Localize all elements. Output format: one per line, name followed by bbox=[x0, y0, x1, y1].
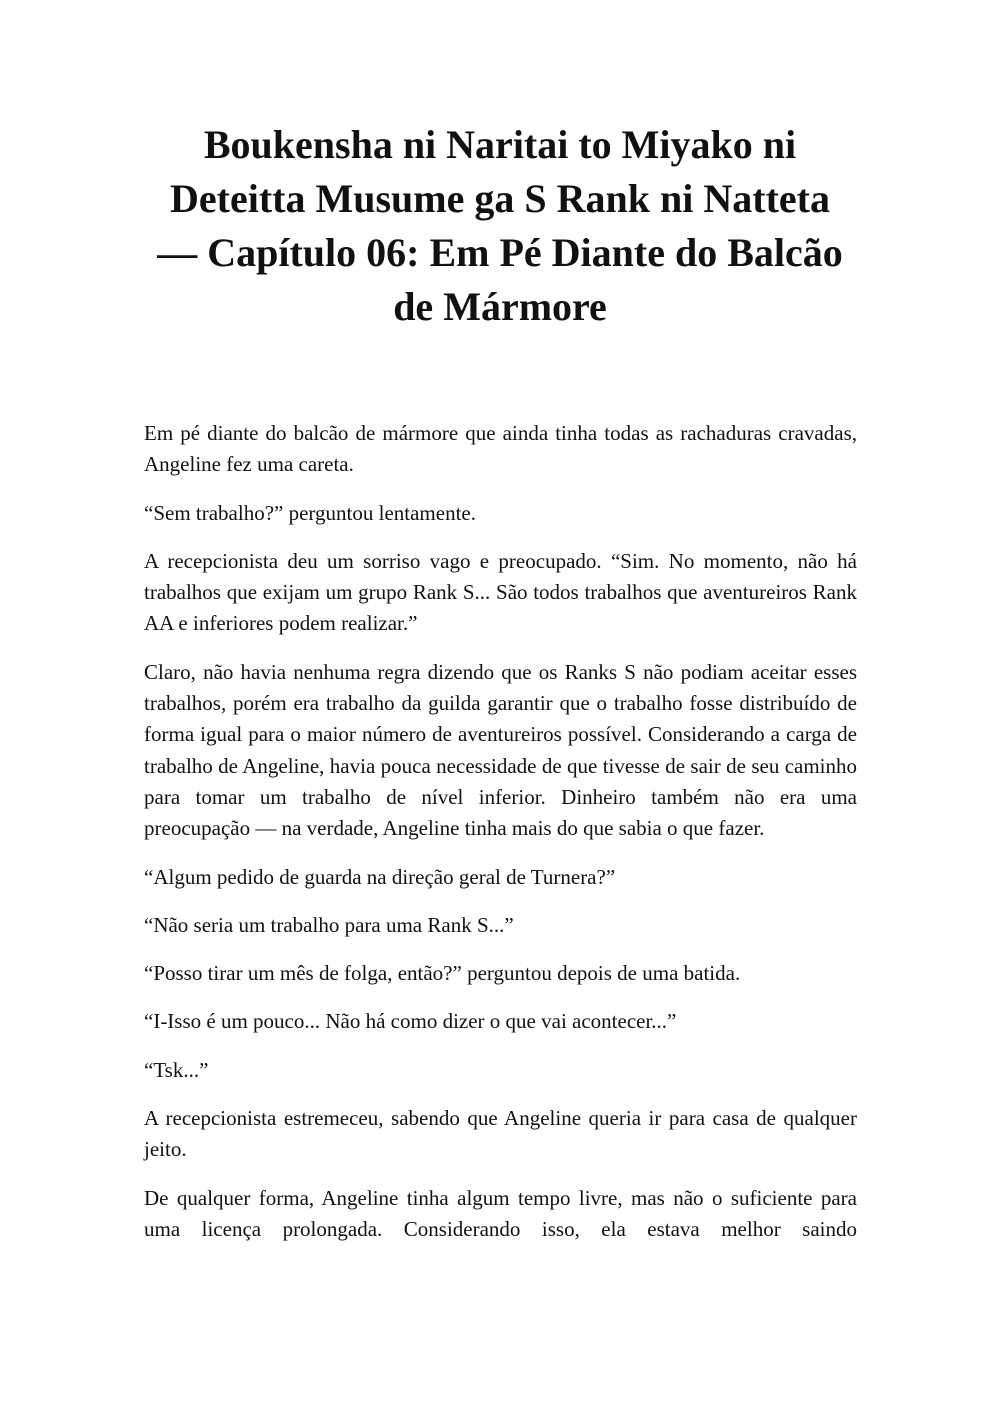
paragraph: “Algum pedido de guarda na direção geral de Turnera?” bbox=[144, 864, 616, 889]
paragraph: A recepcionista estremeceu, sabendo que Angeline queria ir para casa de qualquer jeito. bbox=[144, 1106, 857, 1162]
title-line: Deteitta Musume ga S Rank ni Natteta bbox=[170, 176, 830, 221]
paragraph: A recepcionista deu um sorriso vago e preocupado. “Sim. No momento, não há trabalhos que exijam um grupo Rank S... São todos trabalhos que aventureiros Rank AA e inferiores podem realizar.” bbox=[144, 548, 857, 636]
paragraph: Claro, não havia nenhuma regra dizendo que os Ranks S não podiam aceitar esses trabalhos, porém era trabalho da guilda garantir que o trabalho fosse distribuído de forma igual para o maior número de aventureiros possível. Considerando a carga de trabalho de Angeline, havia pouca necessidade de que tivesse de sair de seu caminho para tomar um trabalho de nível inferior. Dinheiro também não era uma preocupação — na verdade, Angeline tinha mais do que sabia o que fazer. bbox=[144, 659, 857, 841]
paragraph: “Tsk...” bbox=[144, 1057, 209, 1082]
paragraph: Em pé diante do balcão de mármore que ainda tinha todas as rachaduras cravadas, Angeline fez uma careta. bbox=[144, 421, 857, 477]
title-line: — Capítulo 06: Em Pé Diante do Balcão bbox=[157, 230, 843, 275]
paragraph: “Sem trabalho?” perguntou lentamente. bbox=[144, 500, 476, 525]
paragraph: “Não seria um trabalho para uma Rank S...” bbox=[144, 912, 514, 937]
paragraph: De qualquer forma, Angeline tinha algum tempo livre, mas não o suficiente para uma licença prolongada. Considerando isso, ela estava melhor saindo bbox=[144, 1185, 857, 1241]
paragraph: “I-Isso é um pouco... Não há como dizer o que vai acontecer...” bbox=[144, 1009, 677, 1034]
title-line: de Mármore bbox=[393, 284, 607, 329]
title-line: Boukensha ni Naritai to Miyako ni bbox=[203, 122, 797, 167]
paragraph: “Posso tirar um mês de folga, então?” perguntou depois de uma batida. bbox=[144, 961, 741, 986]
chapter-title bbox=[100, 118, 900, 334]
chapter-body bbox=[144, 418, 857, 1262]
